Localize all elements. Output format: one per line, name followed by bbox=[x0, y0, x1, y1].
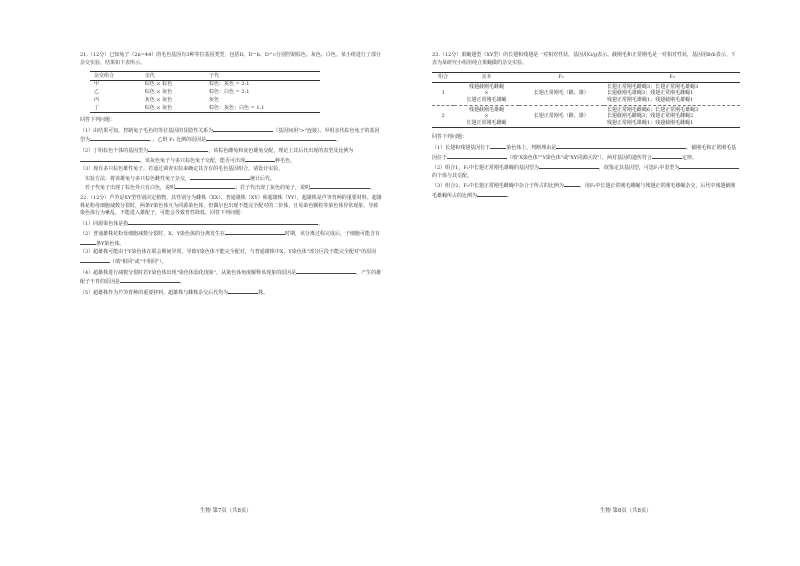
table-row bbox=[432, 82, 740, 105]
answer-blank[interactable] bbox=[539, 163, 599, 169]
q21-th-combo: 杂交组合 bbox=[94, 72, 115, 79]
q23-prompt: 回答下列问题： bbox=[432, 134, 468, 141]
table-cell: 丁 bbox=[94, 104, 100, 111]
q22-item-3: （3）超雄株可能由于Y染色体在联会期间异常，导致Y染色体不能完全配对，与普通雄株中X、Y染色体"部分区段不能完全配对"的原因（填"相同"或"不相同"）。 bbox=[80, 249, 377, 266]
answer-blank[interactable] bbox=[490, 143, 506, 149]
q21-item-2: （2）丁组棕色个体的基因型为 ，该棕色雌兔和灰色雄兔交配，理论上其后代出现的表型及比例为。该灰色兔子与多只棕色兔子交配，能否可出现 种毛色。 bbox=[80, 147, 354, 164]
answer-blank[interactable] bbox=[128, 219, 258, 225]
table-cell: 棕色：灰色：白色 = 1:1 bbox=[208, 104, 265, 111]
table-cell: 1 bbox=[441, 90, 445, 97]
answer-blank[interactable] bbox=[80, 239, 96, 245]
answer-blank[interactable] bbox=[679, 163, 739, 169]
page-right bbox=[400, 0, 800, 566]
q23-th-combo: 组合 bbox=[438, 74, 449, 81]
answer-blank[interactable] bbox=[228, 288, 258, 294]
table-cell: 棕色 × 灰色 bbox=[144, 89, 173, 96]
table-cell: 残翅截刚毛雄蝇 × 长翅正常刚毛雌蝇 bbox=[466, 106, 507, 126]
table-cell: 长翅正常刚毛（雌、雄） bbox=[533, 90, 589, 97]
table-row bbox=[90, 80, 320, 88]
q22-item-1: （1）同源染色体是指 。 bbox=[80, 220, 324, 227]
answer-blank[interactable] bbox=[652, 153, 682, 159]
answer-blank[interactable] bbox=[564, 181, 580, 187]
answer-blank[interactable] bbox=[190, 174, 250, 180]
table-cell: 长翅正常刚毛雌蝇3；长翅正常刚毛雄蝇3 长翅截刚毛雄蝇3；残翅正常刚毛雌蝇1 残翅正常刚毛雄蝇1；残翅截刚毛雄蝇1 bbox=[606, 83, 699, 103]
answer-blank[interactable] bbox=[245, 156, 275, 162]
table-row bbox=[90, 97, 320, 105]
q23-th-f1: F₁ bbox=[558, 74, 565, 81]
answer-blank[interactable] bbox=[175, 183, 235, 189]
table-cell: 棕色：白色 = 2:1 bbox=[208, 89, 250, 96]
q21-th-parent: 亲代 bbox=[144, 72, 155, 79]
answer-blank[interactable] bbox=[296, 268, 356, 274]
q21-item-1: （1）由结果可知，控制兔子毛色的等位基因的显隐性关系为 （基因间用">"连接）。甲组亲代棕色兔子的基因型为 ，。乙组 F₁ 比例的原因是 。 bbox=[80, 127, 380, 144]
table-cell: 长翅正常刚毛雌蝇6；长翅正常刚毛雄蝇3 长翅截刚毛雌蝇3；残翅正常刚毛雌蝇2 残翅正常刚毛雄蝇1；残翅截刚毛雌蝇1 bbox=[606, 106, 699, 126]
table-cell: 灰色 × 灰色 bbox=[144, 97, 173, 104]
q22-item-2: （2）普通雄株花粉母细胞减数分裂时，X、Y染色体的分离发生在 时期，该分离过程完成后，子细胞可能含有条Y染色体。 bbox=[80, 231, 381, 247]
answer-blank[interactable] bbox=[258, 219, 318, 225]
table-row bbox=[90, 104, 320, 112]
table-cell: 丙 bbox=[94, 97, 100, 104]
q21-item-3: （3）现有多只棕色雄性兔子，若通过调查实验来确定其含有的毛色基因组合，请设计实验。 实验方法：将该雄兔与多只棕色雌性兔子杂交， 统计后代。 若子代兔子出现了棕色外只有白色，说明 ；若子代出现了灰色的兔子，说明 。 bbox=[80, 166, 376, 192]
answer-blank[interactable] bbox=[80, 257, 110, 263]
answer-blank[interactable] bbox=[206, 135, 336, 141]
q22-item-5: （5）超雄株作为芦笋育种的重要材料，超雄株与雌株杂交后代均为 株。 bbox=[80, 289, 269, 296]
table-cell: 甲 bbox=[94, 81, 100, 88]
answer-blank[interactable] bbox=[225, 229, 285, 235]
q21-intro: 21.（12分）已知兔子（2n=44）的毛色基因有3种等位基因类型，包括D、D^h、D^c分别控制棕色、灰色、白色。某小组进行了部分杂交实验，结果如下表所示。 bbox=[80, 52, 381, 66]
answer-blank[interactable] bbox=[477, 191, 507, 197]
q23-item-2: （2）组合1，F₁中长翅正常刚毛雄蝇的基因型为 ，欲鉴定其基因型，可选F₁中表型为的个体与其交配。 bbox=[432, 163, 740, 180]
answer-blank[interactable] bbox=[80, 156, 140, 162]
q23-table bbox=[432, 72, 740, 128]
answer-blank[interactable] bbox=[120, 277, 180, 283]
table-cell: 2 bbox=[441, 113, 445, 120]
q22-intro: 22.（12分）芦笋是XY型性别决定植物，其性别分为雌株（XX）、普通雄株（XY）和超雄株（YY），超雄株是芦笋育种的重要材料。超雄株花粉母细胞减数分裂时，两条Y染色体互为同源染色体，但偶尔也出现不能完全配对的二价体，且易染色颗粒等染色体异常现象，导致染色体行为紊乱，不能进入雄配子，可能会导致育性降低。回答下列问题： bbox=[80, 194, 382, 217]
q21-prompt: 回答下列问题： bbox=[80, 117, 116, 124]
answer-blank[interactable] bbox=[310, 183, 370, 189]
table-cell: 棕色 × 棕色 bbox=[144, 81, 173, 88]
table-cell: 乙 bbox=[94, 89, 100, 96]
answer-blank[interactable] bbox=[213, 126, 273, 132]
table-cell: 长翅正常刚毛（雌、雄） bbox=[533, 113, 589, 120]
table-cell: 棕色 × 灰色 bbox=[144, 104, 173, 111]
answer-blank[interactable] bbox=[556, 143, 686, 149]
q21-th-offspring: 子代 bbox=[208, 72, 219, 79]
table-cell: 灰色 bbox=[208, 97, 219, 104]
q22-item-4: （4）超雄株进行减数分裂时若Y染色体出现"染色体弱化现象"，从染色体角度解释该现象的原因是 ，产生的雄配子不育的原因是 。 bbox=[80, 269, 382, 286]
page-footer-right: 生物 第8页（共8页） bbox=[600, 508, 652, 514]
answer-blank[interactable] bbox=[447, 153, 507, 159]
table-row bbox=[432, 105, 740, 128]
q21-table-header bbox=[90, 72, 320, 81]
q21-table bbox=[90, 71, 320, 113]
q23-item-3: （3）组合2，F₂中长翅正常刚毛雌蝇中杂合子所占的比例为 ，用F₂中长翅正常刚毛雌蝇与残翅正常刚毛雄蝇杂交，后代中残翅截刚毛雄蝇所占的比例为 。 bbox=[432, 183, 736, 199]
q23-intro: 23.（12分）果蝇翅型（XY型）的长翅和残翅是一对相对性状，基因用G/g表示。截刚毛和正常刚毛是一对相对性状，基因用B/b表示。下表为某研究小组用纯合果蝇做的杂交实验。 bbox=[432, 52, 736, 66]
q23-th-f2: F₂ bbox=[669, 74, 675, 81]
q23-item-1: （1）长翅和残翅基因位于 染色体上，判断理由是 。截刚毛和正常刚毛基因位于 （填"X染色体""Y染色体"或"XY同源区段"），两对基因的遗传符合 定律。 bbox=[432, 144, 737, 161]
q23-th-parent: 亲本 bbox=[481, 74, 492, 81]
page-footer-left: 生物 第7页（共8页） bbox=[200, 508, 252, 514]
table-cell: 棕色：灰色 = 2:1 bbox=[208, 81, 250, 88]
table-row bbox=[90, 89, 320, 97]
answer-blank[interactable] bbox=[148, 146, 208, 152]
answer-blank[interactable] bbox=[90, 135, 150, 141]
q23-table-header bbox=[432, 73, 740, 83]
table-cell: 残翅截刚毛雌蝇 × 长翅正常刚毛雄蝇 bbox=[466, 83, 507, 103]
